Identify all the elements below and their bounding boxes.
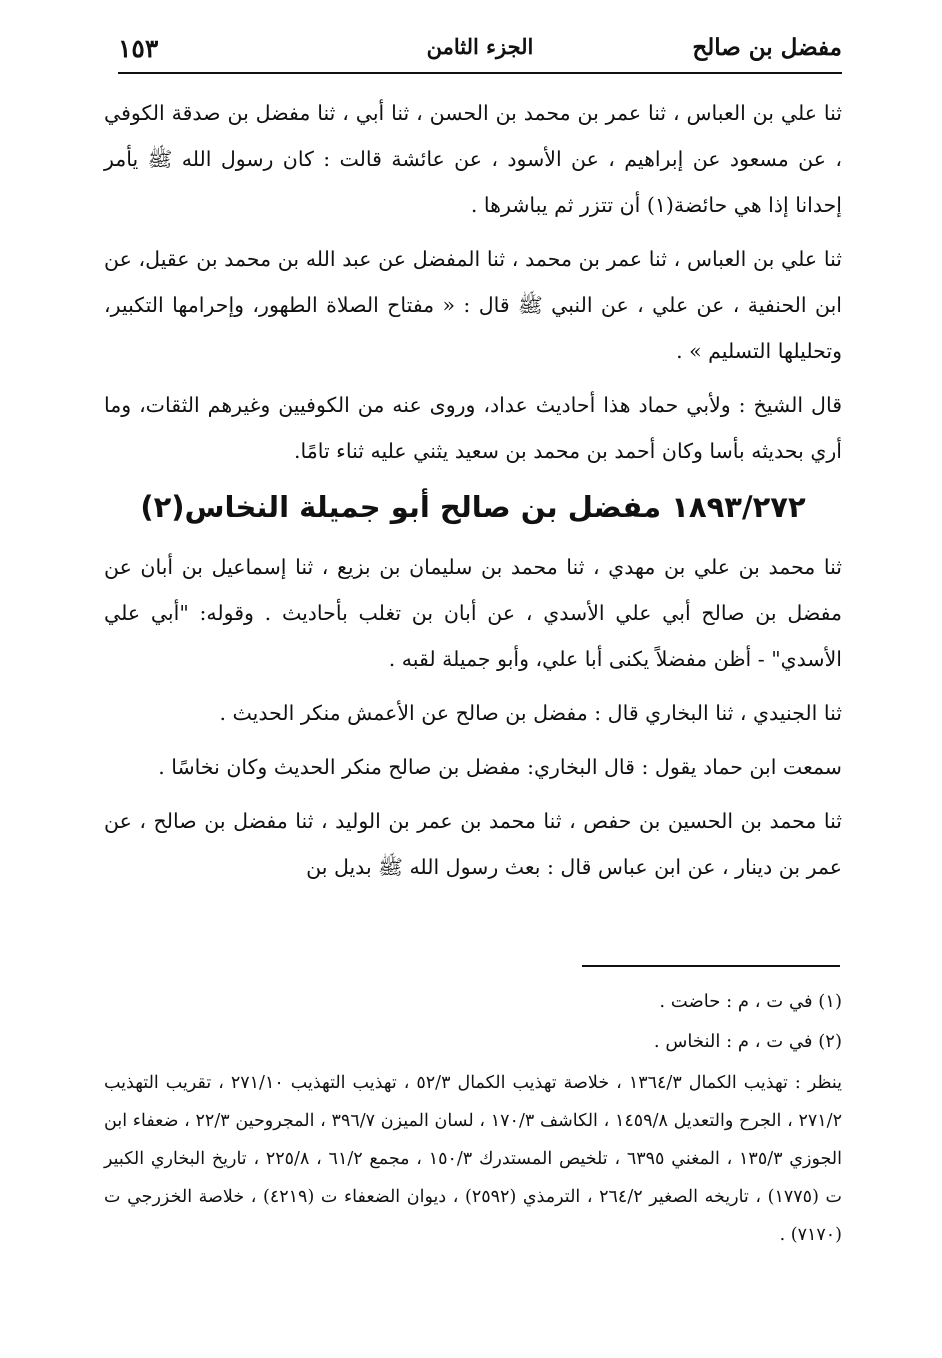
entry-heading: ١٨٩٣/٢٧٢ مفضل بن صالح أبو جميلة النخاس(٢) (140, 490, 806, 524)
main-text (104, 90, 842, 898)
running-head-volume: الجزء الثامن (426, 34, 534, 59)
paragraph: ثنا الجنيدي ، ثنا البخاري قال : مفضل بن صالح عن الأعمش منكر الحديث . (219, 701, 842, 725)
references-note: ينظر : تهذيب الكمال ١٣٦٤/٣ ، خلاصة تهذيب الكمال ٥٢/٣ ، تهذيب التهذيب ٢٧١/١٠ ، تقريب التهذيب ٢٧١/٢ ، الجرح والتعديل ١٤٥٩/٨ ، الكاشف ١٧٠/٣ ، لسان الميزن ٣٩٦/٧ ، المجروحين ٢٢/٣ ، ضعفاء ابن الجوزي ١٣٥/٣ ، المغني ٦٣٩٥ ، تلخيص المستدرك ١٥٠/٣ ، مجمع ٦١/٢ ، ٢٢٥/٨ ، تاريخ البخاري الكبير ت (١٧٧٥) ، تاريخه الصغير ٢٦٤/٢ ، الترمذي (٢٥٩٢) ، ديوان الضعفاء ت (٤٢١٩) ، خلاصة الخزرجي ت (٧١٧٠) . (104, 1073, 842, 1245)
running-head-title: مفضل بن صالح (692, 34, 842, 61)
footnotes (104, 982, 842, 1254)
page-number: ١٥٣ (118, 34, 159, 63)
paragraph: ثنا علي بن العباس ، ثنا عمر بن محمد ، ثنا المفضل عن عبد الله بن محمد بن عقيل، عن ابن الحنفية ، عن علي ، عن النبي ﷺ قال : « مفتاح الصلاة الطهور، وإحرامها التكبير، وتحليلها التسليم » . (104, 247, 842, 363)
paragraph: ثنا علي بن العباس ، ثنا عمر بن محمد بن الحسن ، ثنا أبي ، ثنا مفضل بن صدقة الكوفي ، عن مسعود عن إبراهيم ، عن الأسود ، عن عائشة قالت : كان رسول الله ﷺ يأمر إحدانا إذا هي حائضة(١) أن تتزر ثم يباشرها . (104, 101, 842, 217)
paragraph: قال الشيخ : ولأبي حماد هذا أحاديث عداد، وروى عنه من الكوفيين وغيرهم الثقات، وما أري بحديثه بأسا وكان أحمد بن محمد بن سعيد يثني عليه ثناء تامًا. (104, 393, 842, 463)
paragraph: سمعت ابن حماد يقول : قال البخاري: مفضل بن صالح منكر الحديث وكان نخاسًا . (158, 755, 842, 779)
footnote: (٢) في ت ، م : النخاس . (653, 1031, 842, 1052)
footnote-divider (582, 965, 840, 967)
paragraph: ثنا محمد بن علي بن مهدي ، ثنا محمد بن سليمان بن بزيع ، ثنا إسماعيل بن أبان عن مفضل بن صالح أبي علي الأسدي ، عن أبان بن تغلب بأحاديث . وقوله: "أبي علي الأسدي" - أظن مفضلاً يكنى أبا علي، وأبو جميلة لقبه . (104, 555, 842, 671)
footnote: (١) في ت ، م : حاضت . (659, 991, 842, 1012)
page-header (118, 28, 842, 74)
paragraph: ثنا محمد بن الحسين بن حفص ، ثنا محمد بن عمر بن الوليد ، ثنا مفضل بن صالح ، عن عمر بن دينار ، عن ابن عباس قال : بعث رسول الله ﷺ بديل بن (104, 809, 842, 879)
